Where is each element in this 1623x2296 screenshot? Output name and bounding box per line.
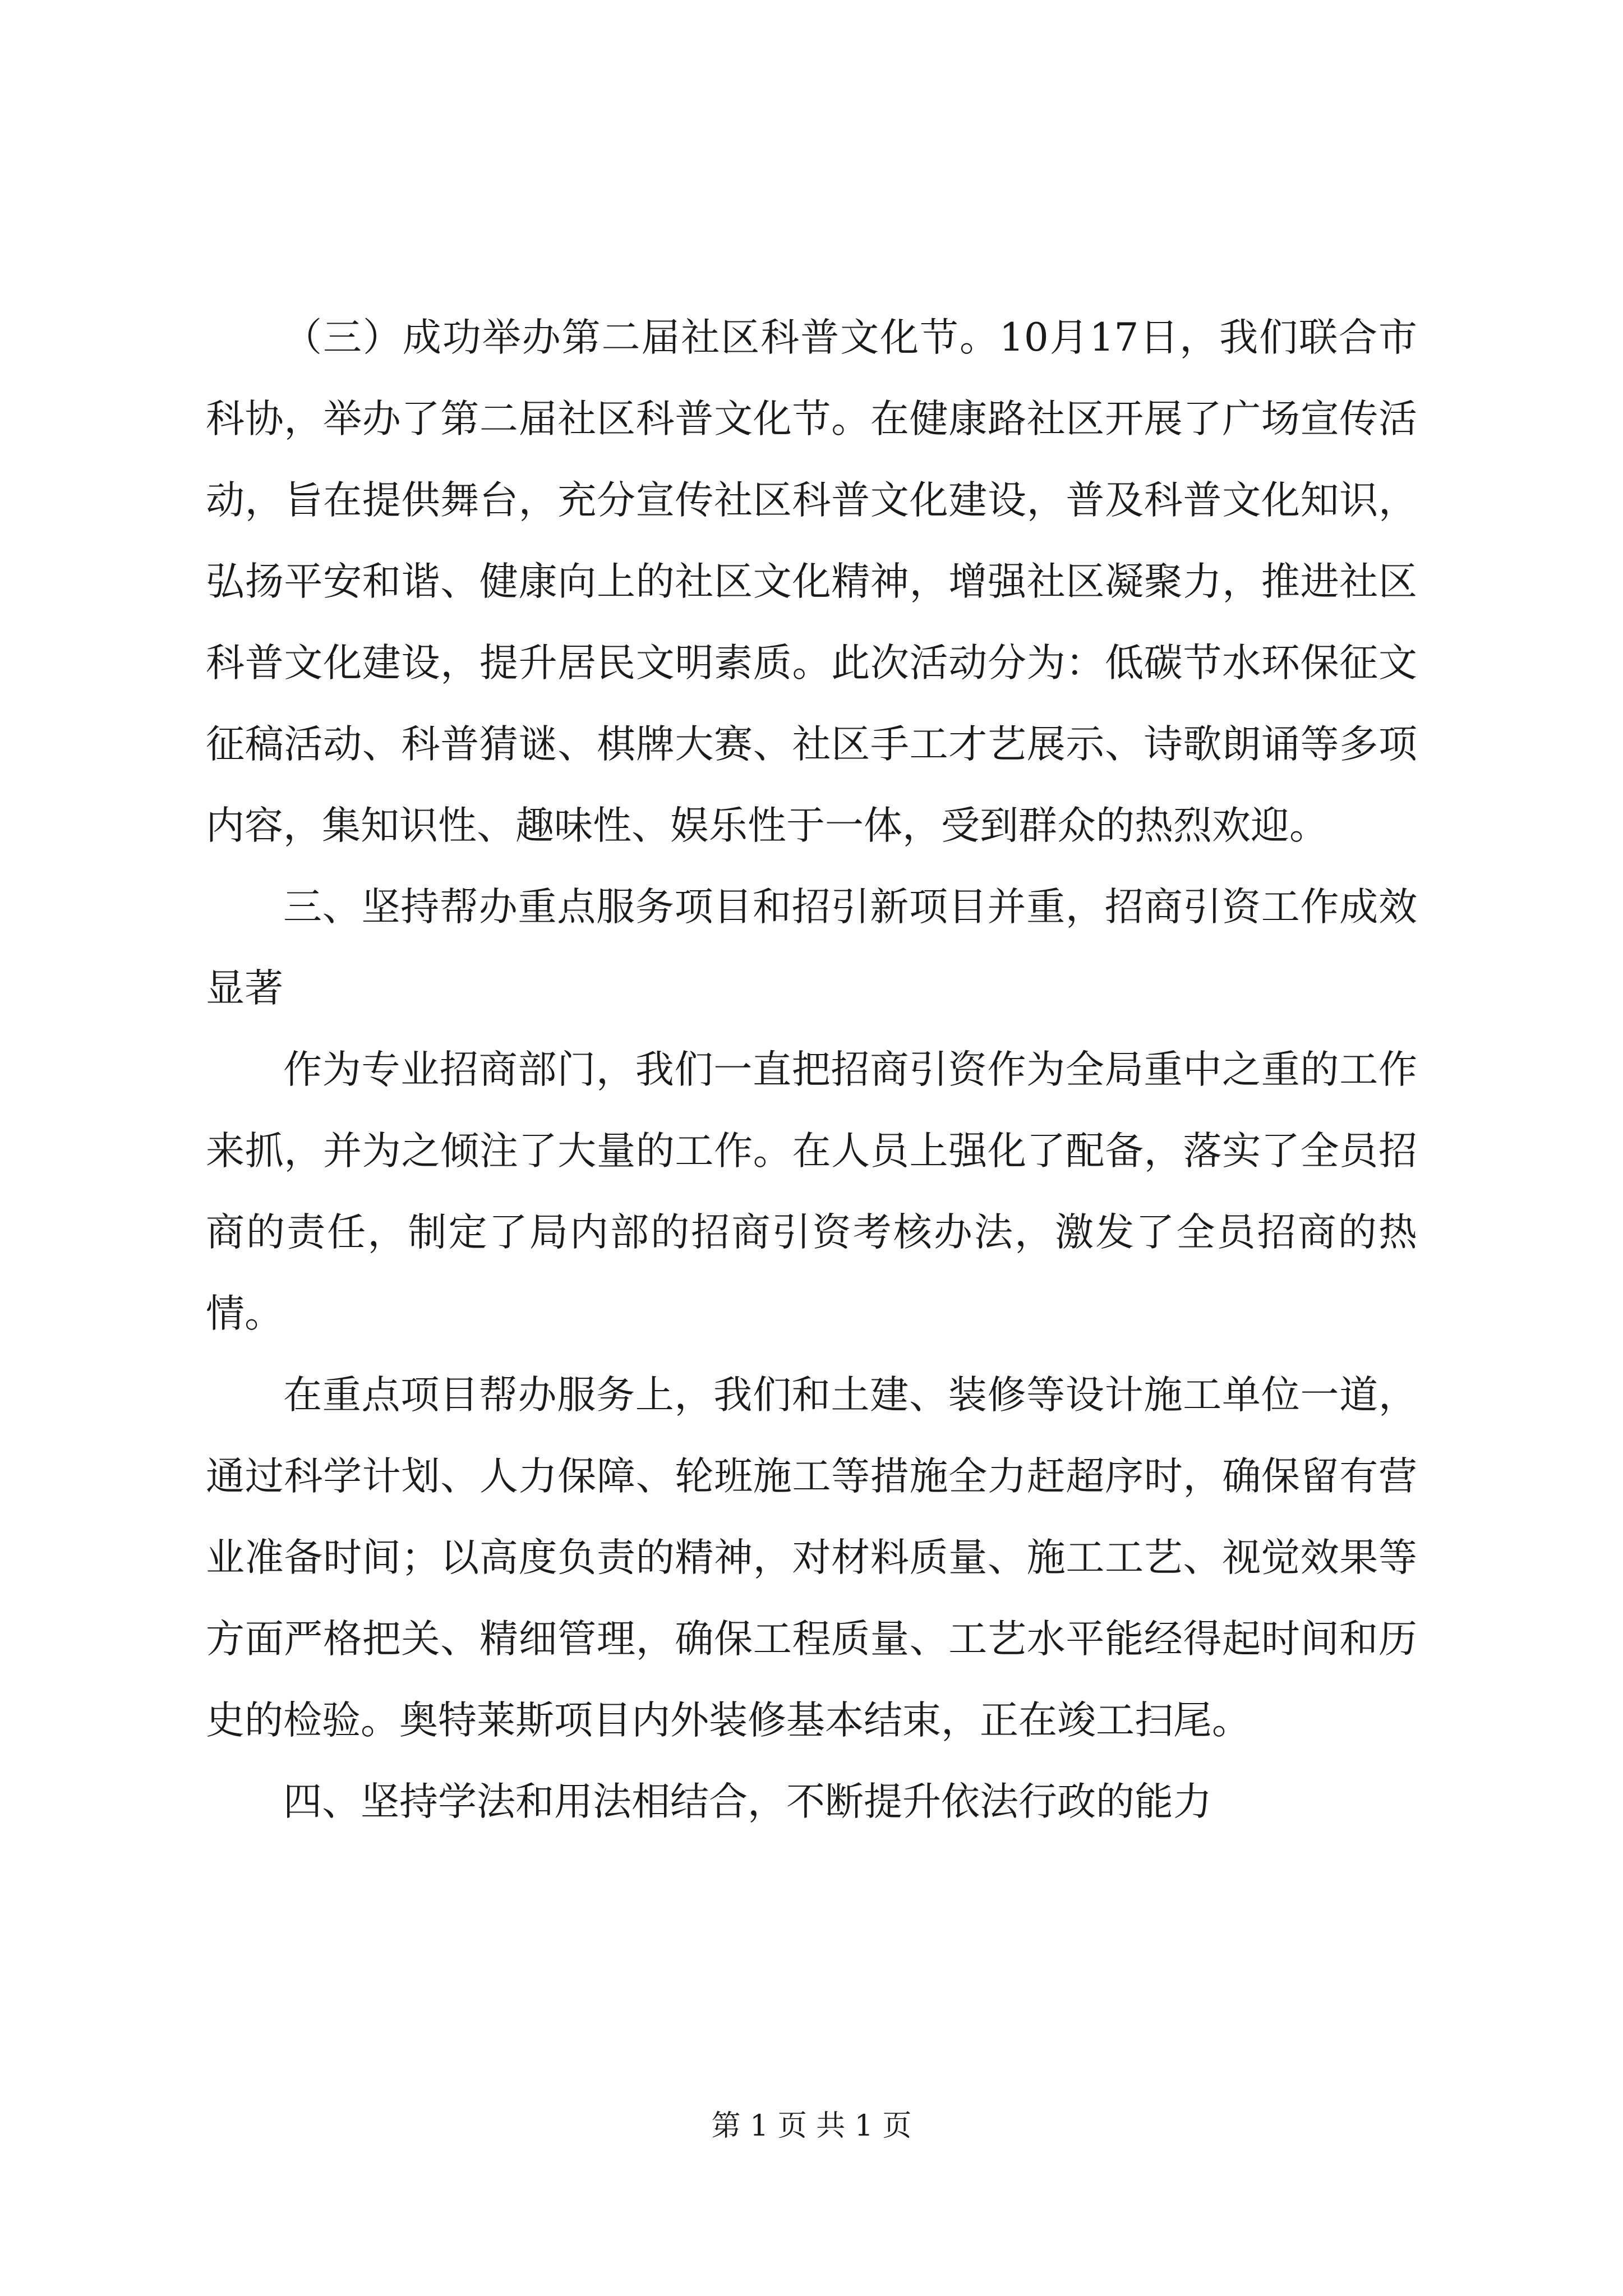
section-heading-investment: 三、坚持帮办重点服务项目和招引新项目并重，招商引资工作成效显著 <box>206 885 1417 1011</box>
document-body <box>206 297 1417 1843</box>
paragraph-event-science-festival: （三）成功举办第二届社区科普文化节。10月17日，我们联合市科协，举办了第二届社区科普文化节。在健康路社区开展了广场宣传活动，旨在提供舞台，充分宣传社区科普文化建设，普及科普文化知识，弘扬平安和谐、健康向上的社区文化精神，增强社区凝聚力，推进社区科普文化建设，提升居民文明素质。此次活动分为：低碳节水环保征文征稿活动、科普猜谜、棋牌大赛、社区手工才艺展示、诗歌朗诵等多项内容，集知识性、趣味性、娱乐性于一体，受到群众的热烈欢迎。 <box>206 315 1417 848</box>
page-footer: 第 1 页 共 1 页 <box>711 2109 912 2143</box>
paragraph-key-project-service: 在重点项目帮办服务上，我们和土建、装修等设计施工单位一道，通过科学计划、人力保障、轮班施工等措施全力赶超序时，确保留有营业准备时间；以高度负责的精神，对材料质量、施工工艺、视觉效果等方面严格把关、精细管理，确保工程质量、工艺水平能经得起时间和历史的检验。奥特莱斯项目内外装修基本结束，正在竣工扫尾。 <box>206 1373 1417 1743</box>
paragraph-investment-department: 作为专业招商部门，我们一直把招商引资作为全局重中之重的工作来抓，并为之倾注了大量的工作。在人员上强化了配备，落实了全员招商的责任，制定了局内部的招商引资考核办法，激发了全员招商的热情。 <box>206 1047 1417 1336</box>
section-heading-law: 四、坚持学法和用法相结合，不断提升依法行政的能力 <box>283 1779 1212 1824</box>
